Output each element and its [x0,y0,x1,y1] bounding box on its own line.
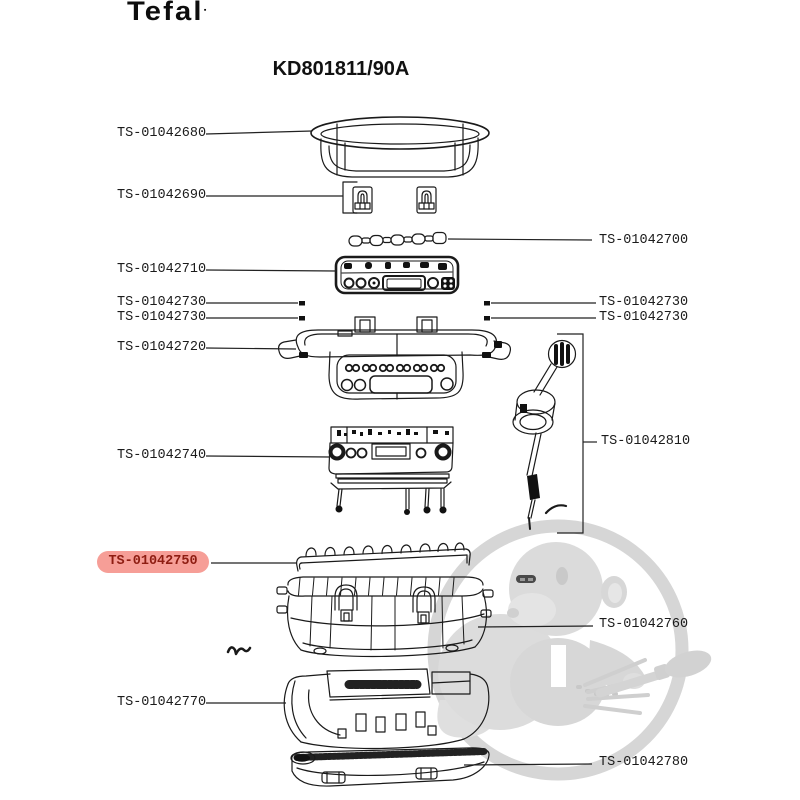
part-label-ts-01042780[interactable]: TS-01042780 [599,755,689,770]
part-label-ts-01042720[interactable]: TS-01042720 [117,340,207,355]
trademark-dot-icon: ▪ [203,7,209,14]
part-label-ts-01042750-highlighted[interactable]: TS-01042750 [97,551,209,573]
part-label-ts-01042760[interactable]: TS-01042760 [599,617,689,632]
part-label-ts-01042770[interactable]: TS-01042770 [117,695,207,710]
leader-ts-01042700 [448,239,592,240]
leader-ts-01042740 [206,456,330,457]
tefal-logo-text: Tefal [127,0,204,26]
part-label-ts-01042710[interactable]: TS-01042710 [117,262,207,277]
part-label-ts-01042700[interactable]: TS-01042700 [599,233,689,248]
part-label-ts-01042730-left-2[interactable]: TS-01042730 [117,310,207,325]
part-label-ts-01042730-right-2[interactable]: TS-01042730 [599,310,689,325]
wire-clip-drawing [228,647,250,654]
mouse-with-screwdriver-icon [434,526,714,774]
tefal-logo [127,0,209,27]
part-label-ts-01042680[interactable]: TS-01042680 [117,126,207,141]
base-drawing [291,748,489,786]
control-panel-drawing [336,257,458,293]
clips-drawing [343,182,436,213]
grill-rack-drawing [297,543,471,571]
thermostat-probe-drawing [513,341,576,530]
part-label-ts-01042730-right-1[interactable]: TS-01042730 [599,295,689,310]
part-label-ts-01042740[interactable]: TS-01042740 [117,448,207,463]
part-label-ts-01042810[interactable]: TS-01042810 [601,434,691,449]
hinge-links-drawing [349,233,446,247]
part-label-ts-01042730-left-1[interactable]: TS-01042730 [117,295,207,310]
leader-ts-01042710 [206,270,336,271]
screws-drawing [299,301,490,321]
page-title: KD801811/90A [272,58,410,80]
upper-housing-drawing [279,317,511,399]
part-label-ts-01042690[interactable]: TS-01042690 [117,188,207,203]
control-board-drawing [329,427,453,515]
leader-ts-01042680 [206,131,312,134]
lid-drawing [311,117,489,177]
leader-ts-01042780 [464,764,592,765]
leader-ts-01042720 [206,348,296,349]
